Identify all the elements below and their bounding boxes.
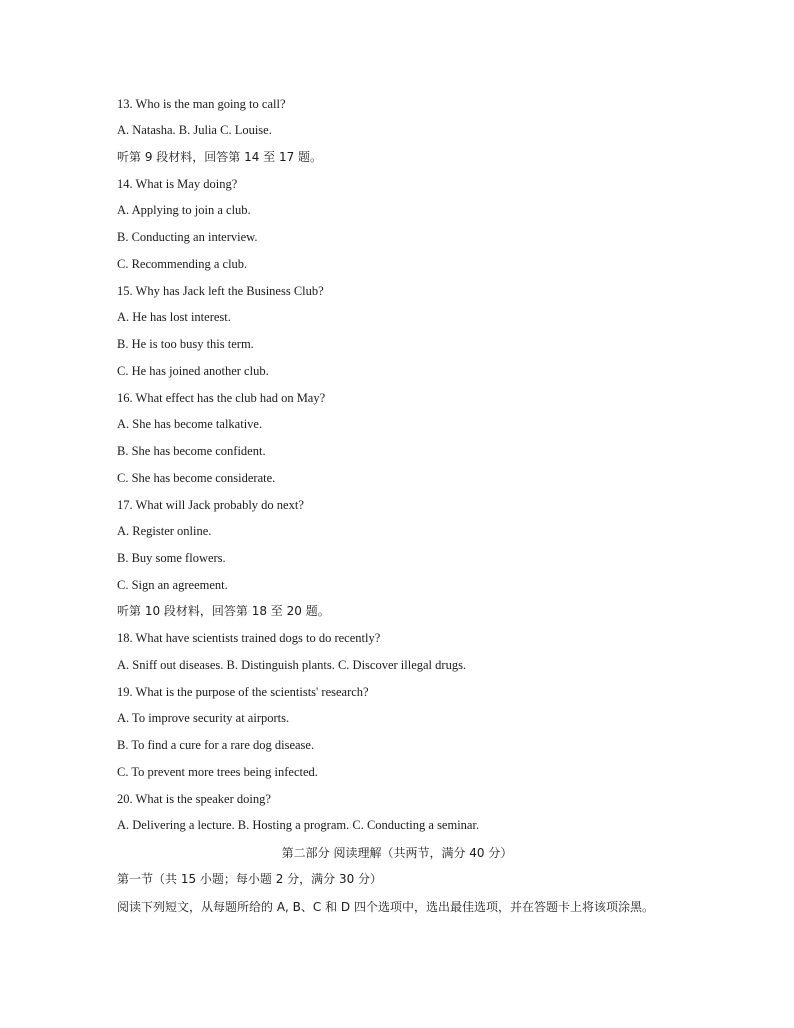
option-16a: A. She has become talkative. bbox=[117, 417, 263, 431]
option-15c: C. He has joined another club. bbox=[117, 364, 269, 378]
option-16c: C. She has become considerate. bbox=[117, 471, 276, 485]
section-heading-10: 听第 10 段材料，回答第 18 至 20 题。 bbox=[117, 604, 330, 618]
option-15b: B. He is too busy this term. bbox=[117, 337, 254, 351]
question-19: 19. What is the purpose of the scientists' research? bbox=[117, 685, 369, 699]
question-20: 20. What is the speaker doing? bbox=[117, 792, 271, 806]
section-heading-9: 听第 9 段材料，回答第 14 至 17 题。 bbox=[117, 150, 323, 164]
question-15: 15. Why has Jack left the Business Club? bbox=[117, 284, 324, 298]
option-19c: C. To prevent more trees being infected. bbox=[117, 765, 318, 779]
option-14a: A. Applying to join a club. bbox=[117, 203, 251, 217]
part2-title: 第二部分 阅读理解（共两节，满分 40 分） bbox=[281, 846, 513, 860]
question-16: 16. What effect has the club had on May? bbox=[117, 391, 326, 405]
section1-title: 第一节（共 15 小题；每小题 2 分，满分 30 分） bbox=[117, 872, 383, 886]
question-17: 17. What will Jack probably do next? bbox=[117, 498, 304, 512]
question-13: 13. Who is the man going to call? bbox=[117, 97, 286, 111]
options-13: A. Natasha. B. Julia C. Louise. bbox=[117, 123, 272, 137]
instructions: 阅读下列短文，从每题所给的 A, B、C 和 D 四个选项中，选出最佳选项，并在答题卡上将该项涂黑。 bbox=[117, 900, 654, 914]
option-19a: A. To improve security at airports. bbox=[117, 711, 290, 725]
option-15a: A. He has lost interest. bbox=[117, 310, 231, 324]
option-17a: A. Register online. bbox=[117, 524, 212, 538]
options-18: A. Sniff out diseases. B. Distinguish plants. C. Discover illegal drugs. bbox=[117, 658, 467, 672]
option-16b: B. She has become confident. bbox=[117, 444, 266, 458]
option-17b: B. Buy some flowers. bbox=[117, 551, 226, 565]
options-20: A. Delivering a lecture. B. Hosting a program. C. Conducting a seminar. bbox=[117, 818, 480, 832]
option-14c: C. Recommending a club. bbox=[117, 257, 248, 271]
question-18: 18. What have scientists trained dogs to do recently? bbox=[117, 631, 381, 645]
option-14b: B. Conducting an interview. bbox=[117, 230, 258, 244]
option-17c: C. Sign an agreement. bbox=[117, 578, 228, 592]
question-14: 14. What is May doing? bbox=[117, 177, 238, 191]
option-19b: B. To find a cure for a rare dog disease. bbox=[117, 738, 315, 752]
